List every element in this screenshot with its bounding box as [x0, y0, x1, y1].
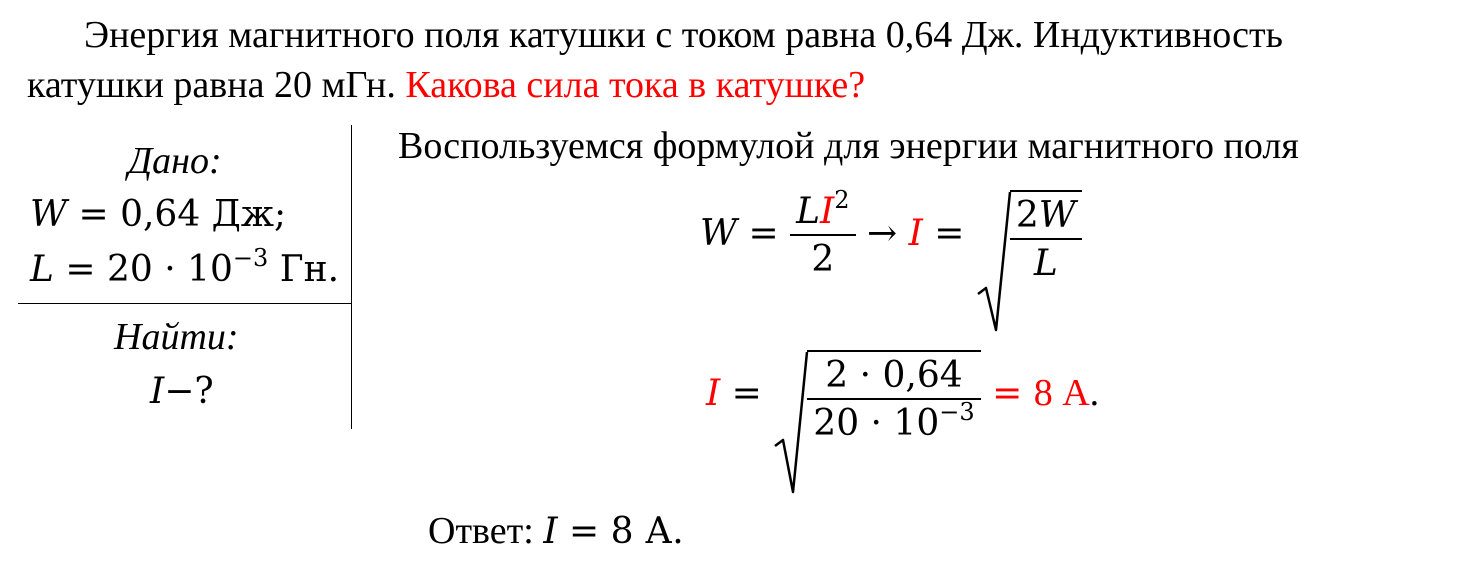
answer: Ответ: I = 8 А. — [428, 510, 684, 552]
radical-sign — [976, 190, 1012, 340]
find-unknown: I−? — [150, 371, 214, 412]
divider-vertical — [351, 125, 352, 429]
formula-energy: W = $\frac{LI^2}{2}$ → I = $\frac{2W}{L}$ — [700, 190, 1082, 282]
problem-text: катушки равна 20 мГн. — [27, 64, 406, 106]
given-inductance: $L = 20 \cdot 10^{-3}$ Гн. — [30, 244, 340, 290]
divider-horizontal — [18, 303, 351, 304]
given-heading: Дано: — [128, 140, 222, 182]
solution-intro: Воспользуемся формулой для энергии магнитного поля — [398, 125, 1299, 167]
problem-line-1: Энергия магнитного поля катушки с током равна 0,64 Дж. Индуктивность — [84, 14, 1283, 56]
result-value: 8 А — [1033, 372, 1090, 414]
sqrt-2w-over-l: $\frac{2W}{L}$ — [976, 190, 1082, 282]
answer-label: Ответ: — [428, 510, 544, 552]
find-heading: Найти: — [114, 316, 239, 358]
problem-line-2 — [27, 66, 865, 104]
problem-question: Какова сила тока в катушке? — [405, 64, 866, 106]
radical-sign — [773, 350, 809, 500]
given-energy: W = 0,64 Дж; — [30, 194, 287, 235]
formula-current: I = $\frac{2 \cdot 0,64}{20 \cdot 10^{-3}}$ = 8 А. — [706, 350, 1099, 442]
fraction-li2-over-2: $\frac{LI^2}{2}$ — [790, 194, 855, 278]
sqrt-numeric: $\frac{2 \cdot 0,64}{20 \cdot 10^{-3}}$ — [773, 350, 980, 442]
